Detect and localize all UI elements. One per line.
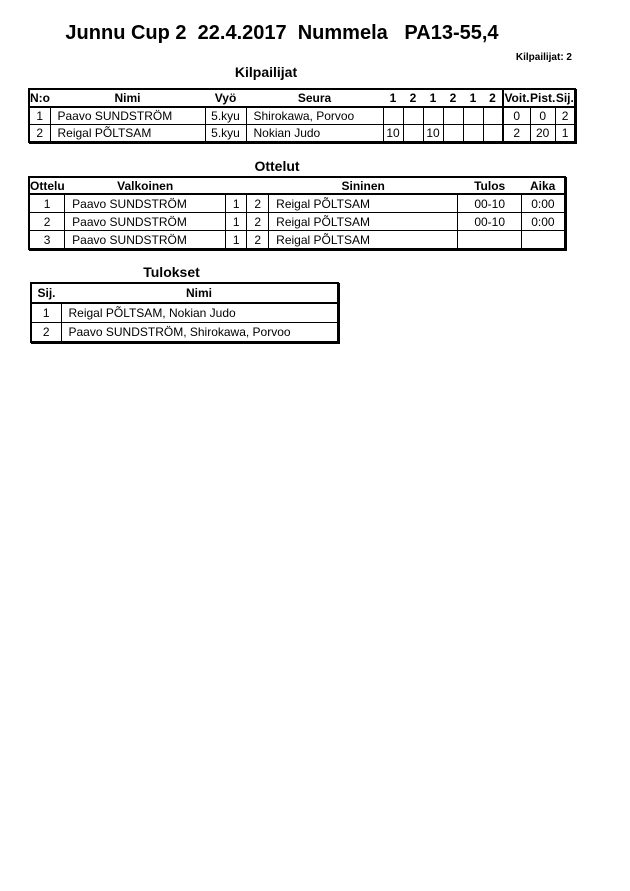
header-pist: Pist. xyxy=(530,91,556,105)
header-score-6: 2 xyxy=(483,89,503,107)
white-name-cell: Paavo SUNDSTRÖM xyxy=(65,231,226,250)
header-sij: Sij. xyxy=(31,283,61,303)
white-no-cell: 1 xyxy=(226,231,247,250)
score-cell: 10 xyxy=(423,125,443,143)
result-name-cell: Reigal PÕLTSAM, Nokian Judo xyxy=(61,303,338,323)
score-cell xyxy=(483,107,503,125)
match-row xyxy=(29,213,565,231)
page-title: Junnu Cup 2 22.4.2017 Nummela PA13-55,4 xyxy=(65,22,499,44)
place-cell: 1 xyxy=(555,125,575,143)
match-no-cell: 3 xyxy=(29,231,65,250)
score-cell xyxy=(423,107,443,125)
results-header-row xyxy=(31,283,338,303)
header-nimi: Nimi xyxy=(61,283,338,303)
match-no-cell: 1 xyxy=(29,194,65,213)
competitors-header-row xyxy=(29,89,575,107)
match-row xyxy=(29,231,565,250)
score-cell xyxy=(443,107,463,125)
score-cell xyxy=(443,125,463,143)
belt-cell: 5.kyu xyxy=(205,125,246,143)
club-cell: Shirokawa, Porvoo xyxy=(246,107,383,125)
score-cell xyxy=(463,107,483,125)
blue-name-cell: Reigal PÕLTSAM xyxy=(269,231,458,250)
competitor-count: Kilpailijat: 2 xyxy=(515,52,572,63)
result-cell xyxy=(458,231,522,250)
section-heading-tulokset: Tulokset xyxy=(143,264,200,280)
header-sininen: Sininen xyxy=(269,177,458,194)
header-score-1: 1 xyxy=(383,89,403,107)
competitors-table xyxy=(28,88,576,143)
place-cell: 2 xyxy=(31,323,61,343)
result-cell: 00-10 xyxy=(458,194,522,213)
result-cell: 00-10 xyxy=(458,213,522,231)
competitor-row xyxy=(29,125,575,143)
points-cell: 0 xyxy=(530,107,555,125)
white-no-cell: 1 xyxy=(226,194,247,213)
header-voit: Voit. xyxy=(504,91,530,105)
matches-table xyxy=(28,176,566,250)
belt-cell: 5.kyu xyxy=(205,107,246,125)
header-blue-no xyxy=(247,177,269,194)
header-score-5: 1 xyxy=(463,89,483,107)
match-no-cell: 2 xyxy=(29,213,65,231)
match-row xyxy=(29,194,565,213)
header-aika: Aika xyxy=(522,177,565,194)
blue-no-cell: 2 xyxy=(247,231,269,250)
header-white-no xyxy=(226,177,247,194)
score-cell: 10 xyxy=(383,125,403,143)
white-name-cell: Paavo SUNDSTRÖM xyxy=(65,213,226,231)
section-heading-ottelut: Ottelut xyxy=(254,158,300,174)
white-name-cell: Paavo SUNDSTRÖM xyxy=(65,194,226,213)
wins-cell: 0 xyxy=(503,107,530,125)
section-heading-kilpailijat: Kilpailijat xyxy=(234,64,298,80)
header-vyo: Vyö xyxy=(205,89,246,107)
time-cell: 0:00 xyxy=(522,213,565,231)
header-seura: Seura xyxy=(246,89,383,107)
blue-name-cell: Reigal PÕLTSAM xyxy=(269,194,458,213)
name-cell: Paavo SUNDSTRÖM xyxy=(50,107,205,125)
matches-header-row xyxy=(29,177,565,194)
header-no: N:o xyxy=(30,91,50,105)
score-cell xyxy=(383,107,403,125)
score-cell xyxy=(403,125,423,143)
blue-no-cell: 2 xyxy=(247,213,269,231)
no-cell: 1 xyxy=(29,107,50,125)
score-cell xyxy=(483,125,503,143)
time-cell xyxy=(522,231,565,250)
place-cell: 2 xyxy=(555,107,575,125)
header-nimi: Nimi xyxy=(50,89,205,107)
results-table xyxy=(30,282,339,343)
result-row xyxy=(31,323,338,343)
header-score-4: 2 xyxy=(443,89,463,107)
wins-cell: 2 xyxy=(503,125,530,143)
white-no-cell: 1 xyxy=(226,213,247,231)
result-row xyxy=(31,303,338,323)
blue-no-cell: 2 xyxy=(247,194,269,213)
header-sij: Sij. xyxy=(555,91,574,105)
blue-name-cell: Reigal PÕLTSAM xyxy=(269,213,458,231)
header-valkoinen: Valkoinen xyxy=(65,177,226,194)
club-cell: Nokian Judo xyxy=(246,125,383,143)
header-tulos: Tulos xyxy=(458,177,522,194)
name-cell: Reigal PÕLTSAM xyxy=(50,125,205,143)
score-cell xyxy=(463,125,483,143)
header-score-3: 1 xyxy=(423,89,443,107)
points-cell: 20 xyxy=(530,125,555,143)
no-cell: 2 xyxy=(29,125,50,143)
time-cell: 0:00 xyxy=(522,194,565,213)
competitor-row xyxy=(29,107,575,125)
place-cell: 1 xyxy=(31,303,61,323)
score-cell xyxy=(403,107,423,125)
header-ottelu: Ottelu xyxy=(30,178,65,193)
result-name-cell: Paavo SUNDSTRÖM, Shirokawa, Porvoo xyxy=(61,323,338,343)
header-score-2: 2 xyxy=(403,89,423,107)
